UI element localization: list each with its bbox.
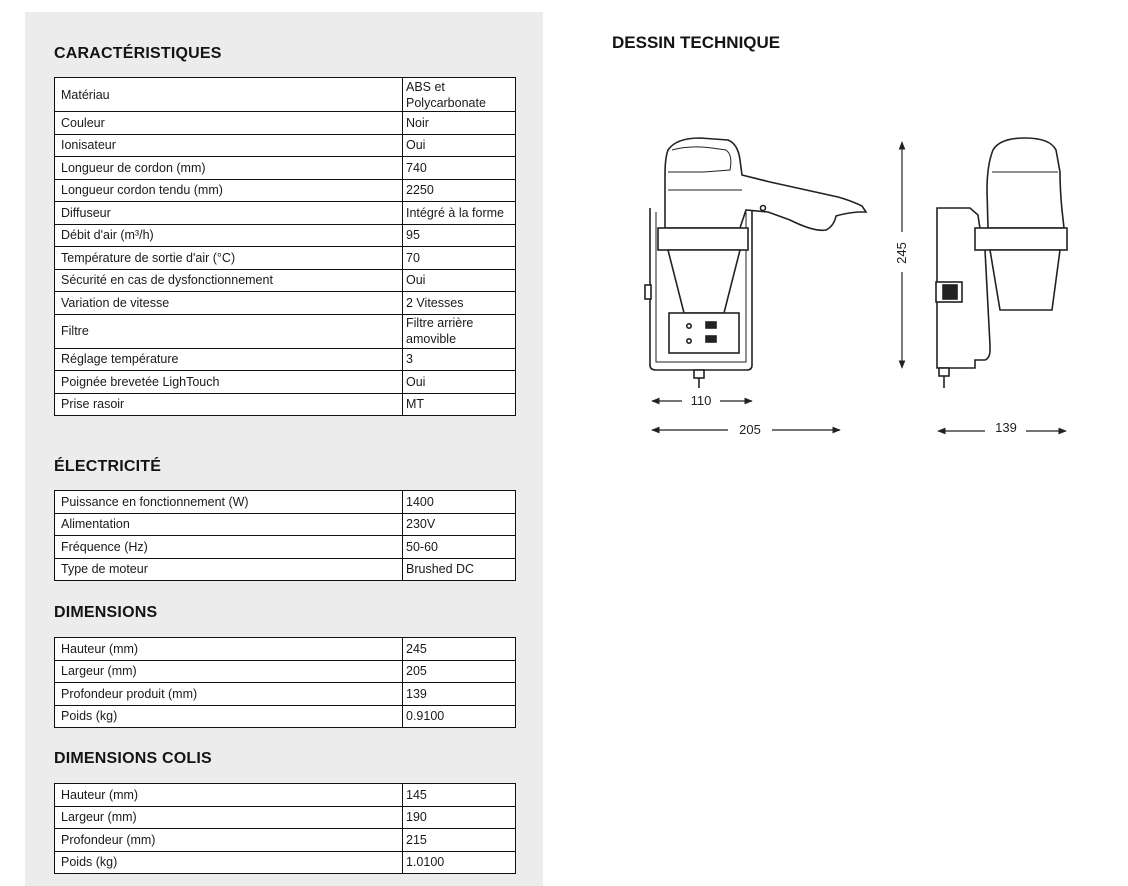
table-row	[55, 134, 516, 157]
row-label: Matériau	[55, 78, 403, 112]
table-row	[55, 393, 516, 416]
row-value: 2 Vitesses	[403, 292, 516, 315]
package-dimensions-table	[54, 783, 516, 874]
row-label: Sécurité en cas de dysfonctionnement	[55, 269, 403, 292]
row-label: Débit d'air (m³/h)	[55, 224, 403, 247]
row-label: Hauteur (mm)	[55, 784, 403, 807]
table-row	[55, 491, 516, 514]
table-row	[55, 78, 516, 112]
total-width-dimension	[652, 422, 840, 437]
row-label: Poids (kg)	[55, 851, 403, 874]
row-label: Longueur de cordon (mm)	[55, 157, 403, 180]
row-value: 740	[403, 157, 516, 180]
row-value: Oui	[403, 269, 516, 292]
row-value: Filtre arrière amovible	[403, 314, 516, 348]
row-label: Réglage température	[55, 348, 403, 371]
technical-drawing	[620, 120, 1090, 450]
dimensions-table	[54, 637, 516, 728]
row-value: Intégré à la forme	[403, 202, 516, 225]
depth-dimension	[938, 420, 1066, 435]
front-width-label: 110	[690, 393, 712, 408]
front-width-dimension	[652, 393, 752, 408]
row-value: 145	[403, 784, 516, 807]
table-row	[55, 292, 516, 315]
row-value: 0.9100	[403, 705, 516, 728]
height-dimension	[894, 142, 909, 368]
table-row	[55, 224, 516, 247]
row-label: Couleur	[55, 112, 403, 135]
depth-label: 139	[995, 420, 1017, 435]
row-value: 205	[403, 660, 516, 683]
row-value: ABS et Polycarbonate	[403, 78, 516, 112]
row-value: 245	[403, 638, 516, 661]
row-label: Poignée brevetée LighTouch	[55, 371, 403, 394]
row-label: Prise rasoir	[55, 393, 403, 416]
row-label: Largeur (mm)	[55, 660, 403, 683]
row-label: Variation de vitesse	[55, 292, 403, 315]
electricity-title: ÉLECTRICITÉ	[54, 458, 162, 475]
table-row	[55, 247, 516, 270]
table-row	[55, 371, 516, 394]
total-width-label: 205	[739, 422, 761, 437]
table-row	[55, 705, 516, 728]
table-row	[55, 829, 516, 852]
table-row	[55, 536, 516, 559]
table-row	[55, 348, 516, 371]
table-row	[55, 660, 516, 683]
row-label: Fréquence (Hz)	[55, 536, 403, 559]
row-value: Brushed DC	[403, 558, 516, 581]
table-row	[55, 806, 516, 829]
row-label: Ionisateur	[55, 134, 403, 157]
table-row	[55, 179, 516, 202]
table-row	[55, 112, 516, 135]
row-value: Noir	[403, 112, 516, 135]
table-row	[55, 784, 516, 807]
characteristics-table	[54, 77, 516, 416]
row-label: Profondeur (mm)	[55, 829, 403, 852]
table-row	[55, 513, 516, 536]
technical-drawing-title: DESSIN TECHNIQUE	[612, 33, 781, 52]
electricity-table	[54, 490, 516, 581]
row-value: Oui	[403, 134, 516, 157]
dimensions-title: DIMENSIONS	[54, 604, 158, 621]
table-row	[55, 638, 516, 661]
row-value: Oui	[403, 371, 516, 394]
row-label: Filtre	[55, 314, 403, 348]
row-value: MT	[403, 393, 516, 416]
table-row	[55, 314, 516, 348]
package-dimensions-title: DIMENSIONS COLIS	[54, 750, 212, 767]
row-value: 190	[403, 806, 516, 829]
row-value: 2250	[403, 179, 516, 202]
row-label: Largeur (mm)	[55, 806, 403, 829]
row-label: Poids (kg)	[55, 705, 403, 728]
table-row	[55, 683, 516, 706]
row-value: 3	[403, 348, 516, 371]
row-value: 70	[403, 247, 516, 270]
row-value: 215	[403, 829, 516, 852]
row-label: Longueur cordon tendu (mm)	[55, 179, 403, 202]
row-label: Puissance en fonctionnement (W)	[55, 491, 403, 514]
characteristics-title: CARACTÉRISTIQUES	[54, 45, 222, 62]
table-row	[55, 202, 516, 225]
table-row	[55, 269, 516, 292]
row-value: 230V	[403, 513, 516, 536]
row-label: Hauteur (mm)	[55, 638, 403, 661]
row-value: 139	[403, 683, 516, 706]
row-label: Température de sortie d'air (°C)	[55, 247, 403, 270]
front-view-drawing	[645, 138, 866, 388]
table-row	[55, 558, 516, 581]
height-dimension-label: 245	[894, 242, 909, 264]
row-value: 1.0100	[403, 851, 516, 874]
row-label: Profondeur produit (mm)	[55, 683, 403, 706]
row-label: Alimentation	[55, 513, 403, 536]
row-label: Type de moteur	[55, 558, 403, 581]
row-value: 50-60	[403, 536, 516, 559]
side-view-drawing	[936, 138, 1067, 388]
row-value: 95	[403, 224, 516, 247]
table-row	[55, 157, 516, 180]
row-label: Diffuseur	[55, 202, 403, 225]
table-row	[55, 851, 516, 874]
row-value: 1400	[403, 491, 516, 514]
